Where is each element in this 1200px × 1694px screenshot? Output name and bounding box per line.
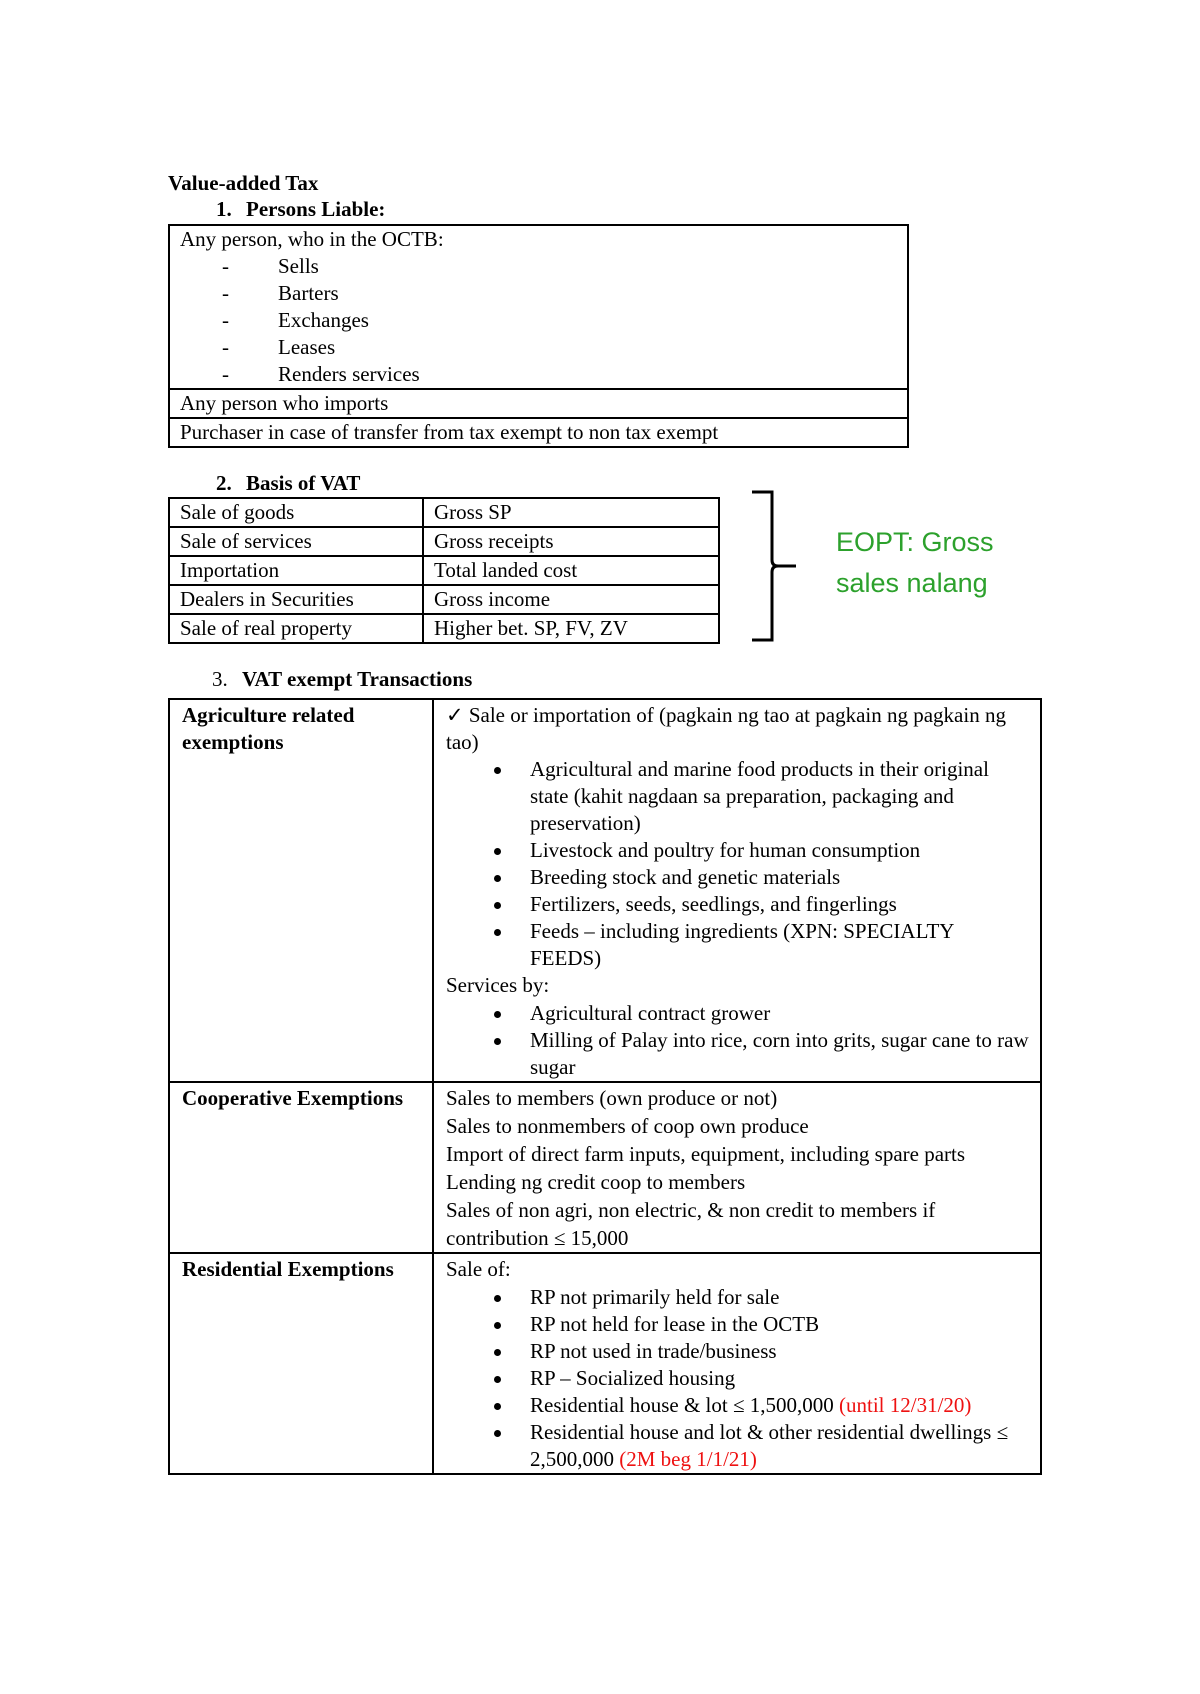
table-row — [169, 699, 1041, 1082]
list-item: - Exchanges — [180, 307, 897, 334]
section-1-heading — [216, 196, 385, 223]
persons-liable-intro: Any person, who in the OCTB: — [180, 227, 444, 251]
residential-intro — [446, 1256, 1030, 1284]
section-3-number: 3. — [212, 667, 228, 691]
table-cell: Sale of goods — [169, 498, 423, 527]
services-intro — [446, 972, 1030, 1000]
list-item — [446, 1113, 1030, 1141]
list-item: Breeding stock and genetic materials — [446, 864, 1030, 891]
table-cell: Gross income — [423, 585, 719, 614]
table-row — [169, 1082, 1041, 1253]
document-title: Value-added Tax — [168, 171, 319, 195]
table-row — [169, 498, 719, 527]
section-2-title: Basis of VAT — [246, 471, 361, 495]
table-cell: Importation — [169, 556, 423, 585]
coop-line: Sales of non agri, non electric, & non credit to members if contribution ≤ 15,000 — [446, 1198, 936, 1250]
section-1-number: 1. — [216, 197, 232, 221]
list-item: - Sells — [180, 253, 897, 280]
table-cell: Dealers in Securities — [169, 585, 423, 614]
list-item: RP not primarily held for sale — [446, 1284, 1030, 1311]
table-cell: Purchaser in case of transfer from tax exempt to non tax exempt — [169, 418, 908, 447]
list-item — [446, 1392, 1030, 1419]
table-cell — [433, 699, 1041, 1082]
agri-label: Agriculture related exemptions — [169, 699, 433, 1082]
eopt-note-line-2: sales nalang — [836, 568, 988, 598]
table-cell: Gross SP — [423, 498, 719, 527]
list-item — [446, 1169, 1030, 1197]
list-item: Livestock and poultry for human consumption — [446, 837, 1030, 864]
table-cell: Sale of services — [169, 527, 423, 556]
table-row — [169, 389, 908, 418]
list-item — [446, 1085, 1030, 1113]
list-item: RP not held for lease in the OCTB — [446, 1311, 1030, 1338]
coop-line: Sales to members (own produce or not) — [446, 1086, 778, 1110]
coop-line: Import of direct farm inputs, equipment, including spare parts — [446, 1142, 966, 1166]
residential-item-note: (2M beg 1/1/21) — [619, 1447, 757, 1471]
residential-item-text: Residential house & lot ≤ 1,500,000 — [530, 1393, 834, 1417]
services-list — [446, 1000, 1030, 1081]
eopt-note-line-1: EOPT: Gross — [836, 527, 994, 557]
table-row — [169, 556, 719, 585]
section-3-heading — [212, 666, 472, 693]
table-row — [169, 527, 719, 556]
list-item: RP – Socialized housing — [446, 1365, 1030, 1392]
activity-list — [180, 253, 897, 388]
list-item: Milling of Palay into rice, corn into grits, sugar cane to raw sugar — [446, 1027, 1030, 1081]
coop-line: Lending ng credit coop to members — [446, 1170, 746, 1194]
list-item: - Barters — [180, 280, 897, 307]
residential-intro-text: Sale of: — [446, 1257, 511, 1281]
table-cell: Total landed cost — [423, 556, 719, 585]
section-3-title: VAT exempt Transactions — [242, 667, 473, 691]
list-item: - Renders services — [180, 361, 897, 388]
agri-intro: ✓ Sale or importation of (pagkain ng tao at pagkain ng pagkain ng tao) — [446, 703, 1006, 754]
list-item: Fertilizers, seeds, seedlings, and fingerlings — [446, 891, 1030, 918]
table-row — [169, 1253, 1041, 1474]
list-item: Agricultural and marine food products in their original state (kahit nagdaan sa preparation, packaging and preservation) — [446, 756, 1030, 837]
table-row — [169, 585, 719, 614]
table-row — [169, 418, 908, 447]
vat-exempt-table — [168, 698, 1042, 1475]
table-cell: Gross receipts — [423, 527, 719, 556]
list-item: - Leases — [180, 334, 897, 361]
table-cell: Any person who imports — [169, 389, 908, 418]
section-2-heading — [216, 470, 360, 497]
basis-of-vat-table — [168, 497, 720, 644]
residential-item-text: Residential house and lot & other residential dwellings ≤ 2,500,000 — [530, 1420, 1009, 1471]
services-intro-text: Services by: — [446, 973, 550, 997]
section-2-number: 2. — [216, 471, 232, 495]
list-item: RP not used in trade/business — [446, 1338, 1030, 1365]
eopt-note — [836, 522, 994, 604]
agri-list — [446, 756, 1030, 972]
table-cell — [433, 1082, 1041, 1253]
residential-label: Residential Exemptions — [169, 1253, 433, 1474]
table-cell — [433, 1253, 1041, 1474]
table-cell: Sale of real property — [169, 614, 423, 643]
list-item: Feeds – including ingredients (XPN: SPECIALTY FEEDS) — [446, 918, 1030, 972]
table-cell — [169, 225, 908, 389]
coop-line: Sales to nonmembers of coop own produce — [446, 1114, 809, 1138]
table-cell: Higher bet. SP, FV, ZV — [423, 614, 719, 643]
residential-item-note: (until 12/31/20) — [839, 1393, 972, 1417]
curly-brace-icon — [748, 488, 808, 648]
list-item — [446, 1197, 1030, 1252]
list-item — [446, 1141, 1030, 1169]
coop-label: Cooperative Exemptions — [169, 1082, 433, 1253]
section-1-title: Persons Liable: — [246, 197, 386, 221]
list-item: Agricultural contract grower — [446, 1000, 1030, 1027]
residential-list — [446, 1284, 1030, 1473]
table-row — [169, 614, 719, 643]
list-item — [446, 1419, 1030, 1473]
persons-liable-table — [168, 224, 909, 448]
table-row — [169, 225, 908, 389]
